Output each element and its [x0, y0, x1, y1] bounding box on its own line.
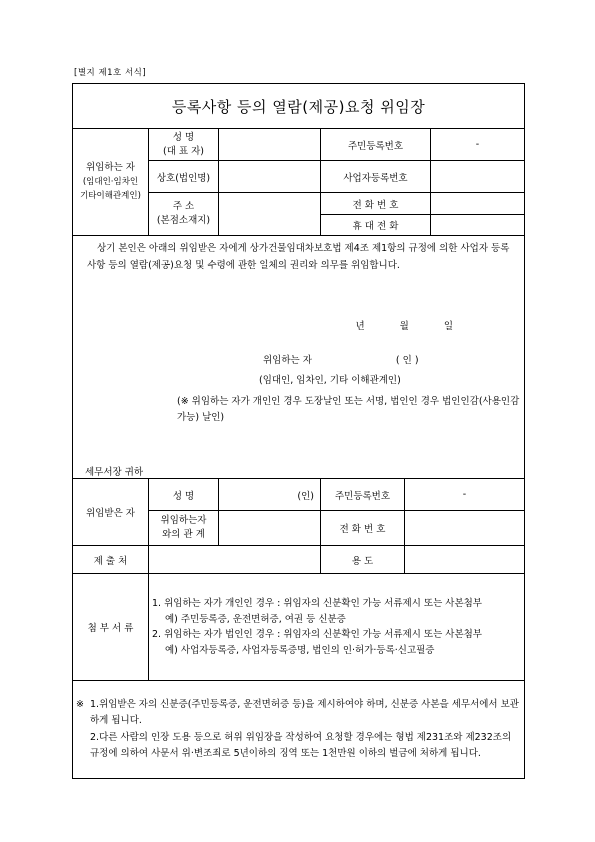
notice-item: ※ 1.위임받은 자의 신분증(주민등록증, 운전면허증 등)을 제시하여야 하며, 신분증 사본을 세무서에서 보관하게 됩니다.	[76, 698, 519, 726]
attachments-list	[149, 574, 525, 681]
delegator-mobile-label: 휴 대 전 화	[321, 215, 431, 236]
delegator-address-label: 주 소 (본점소재지)	[149, 193, 219, 236]
delegator-corp-field[interactable]	[219, 161, 321, 193]
delegate-relation-field[interactable]	[219, 511, 321, 546]
delegator-address-field[interactable]	[219, 193, 321, 236]
seal-mark: ( 인 )	[395, 355, 419, 366]
delegate-section-label: 위임받은 자	[73, 479, 149, 546]
principal-subtitle: (임대인, 임차인, 기타 이해관계인)	[259, 375, 401, 386]
seal-note: (※ 위임하는 자가 개인인 경우 도장날인 또는 서명, 법인인 경우 법인인감(사용인감 가능) 날인)	[177, 396, 520, 423]
notice-item: 2.다른 사람의 인장 도용 등으로 허위 위임장을 작성하여 요청할 경우에는 형법 제231조와 제232조의 규정에 의하여 사문서 위·변조죄로 5년이하의 징역 또는 1천만원 이하의 벌금에 처하게 됩니다.	[90, 731, 512, 759]
delegate-phone-field[interactable]	[405, 511, 525, 546]
delegation-form	[72, 83, 525, 779]
attachment-item: 1. 위임하는 자가 개인인 경우 : 위임자의 신분확인 가능 서류제시 또는 사본첨부	[152, 598, 482, 609]
submit-to-field[interactable]	[149, 546, 321, 574]
delegator-bizno-field[interactable]	[431, 161, 525, 193]
tax-office-addressee: 세무서장 귀하	[85, 467, 144, 478]
submit-to-label: 제 출 처	[73, 546, 149, 574]
attachment-item: 2. 위임하는 자가 법인인 경우 : 위임자의 신분확인 가능 서류제시 또는 사본첨부	[152, 629, 482, 640]
delegate-phone-label: 전 화 번 호	[321, 511, 405, 546]
delegator-id-field[interactable]: -	[431, 129, 525, 161]
purpose-field[interactable]	[405, 546, 525, 574]
delegator-corp-label: 상호(법인명)	[149, 161, 219, 193]
delegator-name-field[interactable]	[219, 129, 321, 161]
delegate-id-field[interactable]: -	[405, 479, 525, 511]
form-number-label: [별지 제1호 서식]	[74, 68, 147, 78]
delegator-id-label: 주민등록번호	[321, 129, 431, 161]
principal-signature-line: 위임하는 자 ( 인 )	[263, 355, 419, 366]
delegator-mobile-field[interactable]	[431, 215, 525, 236]
delegate-relation-label: 위임하는자 와의 관 계	[149, 511, 219, 546]
attachment-item: 예) 주민등록증, 운전면허증, 여권 등 신분증	[165, 613, 346, 625]
delegation-statement-block	[73, 236, 525, 479]
delegate-name-field[interactable]: (인)	[219, 479, 321, 511]
delegator-section-label: 위임하는 자 (임대인·임차인 기타이해관계인)	[73, 129, 149, 236]
purpose-label: 용 도	[321, 546, 405, 574]
delegate-name-label: 성 명	[149, 479, 219, 511]
form-title: 등록사항 등의 열람(제공)요청 위임장	[73, 84, 525, 129]
delegate-id-label: 주민등록번호	[321, 479, 405, 511]
attachment-item: 예) 사업자등록증, 사업자등록증명, 법인의 인·허가·등록·신고필증	[165, 644, 435, 656]
notices-block	[73, 681, 525, 779]
delegator-bizno-label: 사업자등록번호	[321, 161, 431, 193]
delegator-name-label: 성 명 (대 표 자)	[149, 129, 219, 161]
date-line[interactable]: 년 월 일	[355, 321, 455, 332]
delegation-statement: 상기 본인은 아래의 위임받은 자에게 상가건물임대차보호법 제4조 제1항의 규정에 의한 사업자 등록사항 등의 열람(제공)요청 및 수령에 관한 일체의 권리와 의무를 위임합니다.	[87, 243, 510, 271]
delegator-phone-label: 전 화 번 호	[321, 193, 431, 215]
attachments-label: 첨 부 서 류	[73, 574, 149, 681]
delegator-phone-field[interactable]	[431, 193, 525, 215]
